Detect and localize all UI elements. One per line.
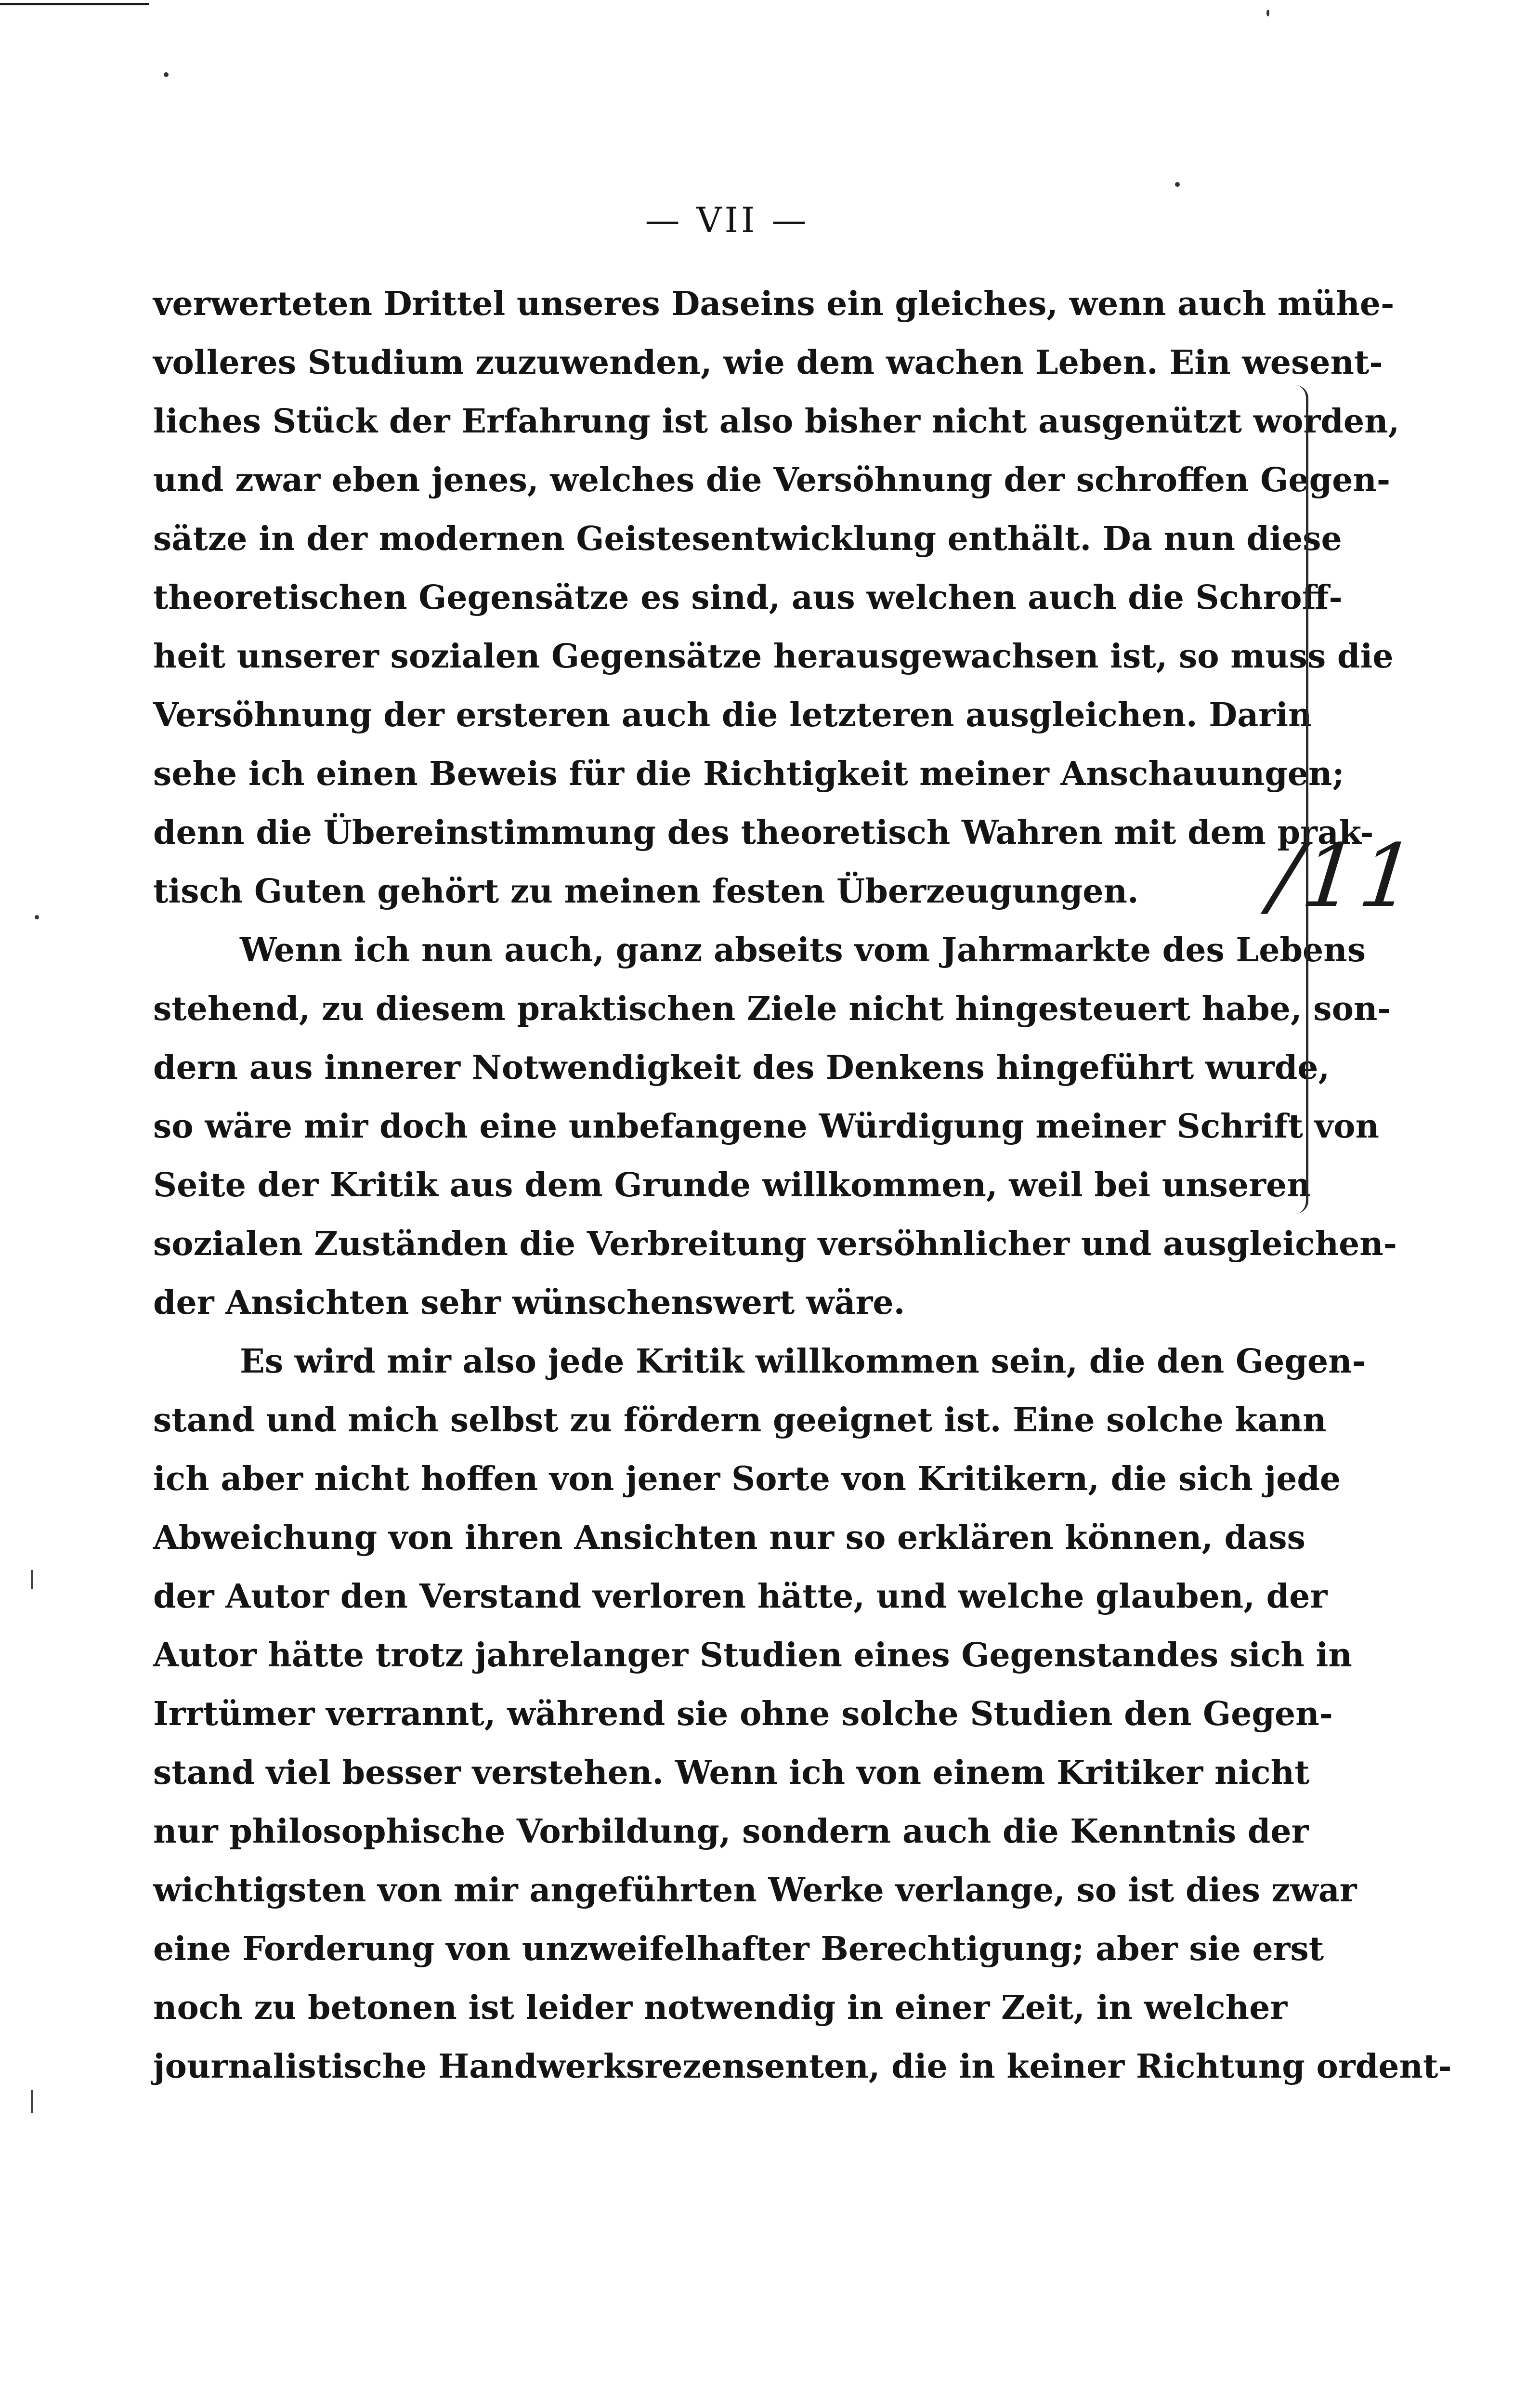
text-line: sehe ich einen Beweis für die Richtigkeit meiner Anschauungen; [153,755,1344,793]
text-line: der Autor den Verstand verloren hätte, und welche glauben, der [153,1577,1328,1616]
text-line: der Ansichten sehr wünschenswert wäre. [153,1283,905,1322]
text-line: Autor hätte trotz jahrelanger Studien eines Gegenstandes sich in [153,1636,1352,1675]
scan-speck [1175,182,1180,187]
text-line: sätze in der modernen Geistesentwicklung enthält. Da nun diese [153,520,1342,558]
text-line: theoretischen Gegensätze es sind, aus welchen auch die Schroff- [153,578,1343,617]
scan-edge-mark [31,2090,33,2113]
scan-speck [35,915,39,919]
text-line: denn die Übereinstimmung des theoretisch Wahren mit dem prak- [153,813,1374,852]
text-line: stand und mich selbst zu fördern geeignet ist. Eine solche kann [153,1401,1327,1440]
text-line: heit unserer sozialen Gegensätze herausgewachsen ist, so muss die [153,637,1394,676]
text-line: stand viel besser verstehen. Wenn ich von einem Kritiker nicht [153,1754,1310,1792]
text-line: Versöhnung der ersteren auch die letzteren ausgleichen. Darin [153,696,1312,734]
text-line: Seite der Kritik aus dem Grunde willkommen, weil bei unseren [153,1166,1311,1204]
handwritten-margin-note: /11 [1266,826,1422,927]
text-line: wichtigsten von mir angeführten Werke verlange, so ist dies zwar [153,1871,1357,1910]
text-line: und zwar eben jenes, welches die Versöhnung der schroffen Gegen- [153,461,1391,499]
text-line: tisch Guten gehört zu meinen festen Überzeugungen. [153,872,1139,911]
text-line: liches Stück der Erfahrung ist also bisher nicht ausgenützt worden, [153,402,1400,441]
page-number-header: — VII — [645,200,809,240]
text-line: Es wird mir also jede Kritik willkommen sein, die den Gegen- [240,1342,1366,1381]
text-line: volleres Studium zuzuwenden, wie dem wachen Leben. Ein wesent- [153,343,1383,382]
top-rule [0,3,149,5]
text-line: ich aber nicht hoffen von jener Sorte von Kritikern, die sich jede [153,1460,1341,1498]
text-line: journalistische Handwerksrezensenten, die in keiner Richtung ordent- [153,2047,1452,2086]
text-line: Abweichung von ihren Ansichten nur so erklären können, dass [153,1518,1305,1557]
text-line: Wenn ich nun auch, ganz abseits vom Jahrmarkte des Lebens [240,931,1366,969]
text-line: noch zu betonen ist leider notwendig in einer Zeit, in welcher [153,1989,1288,2027]
text-line: dern aus innerer Notwendigkeit des Denkens hingeführt wurde, [153,1048,1330,1087]
text-line: stehend, zu diesem praktischen Ziele nicht hingesteuert habe, son- [153,990,1391,1028]
text-line: eine Forderung von unzweifelhafter Berechtigung; aber sie erst [153,1930,1324,1968]
text-line: nur philosophische Vorbildung, sondern auch die Kenntnis der [153,1812,1309,1851]
text-line: so wäre mir doch eine unbefangene Würdigung meiner Schrift von [153,1107,1379,1146]
margin-bracket [1295,385,1308,1214]
scan-speck [1266,10,1269,16]
scan-speck [164,72,169,77]
text-line: sozialen Zuständen die Verbreitung versöhnlicher und ausgleichen- [153,1225,1397,1263]
scan-edge-mark [31,1570,33,1589]
text-line: verwerteten Drittel unseres Daseins ein gleiches, wenn auch mühe- [153,285,1395,323]
text-line: Irrtümer verrannt, während sie ohne solche Studien den Gegen- [153,1695,1333,1733]
